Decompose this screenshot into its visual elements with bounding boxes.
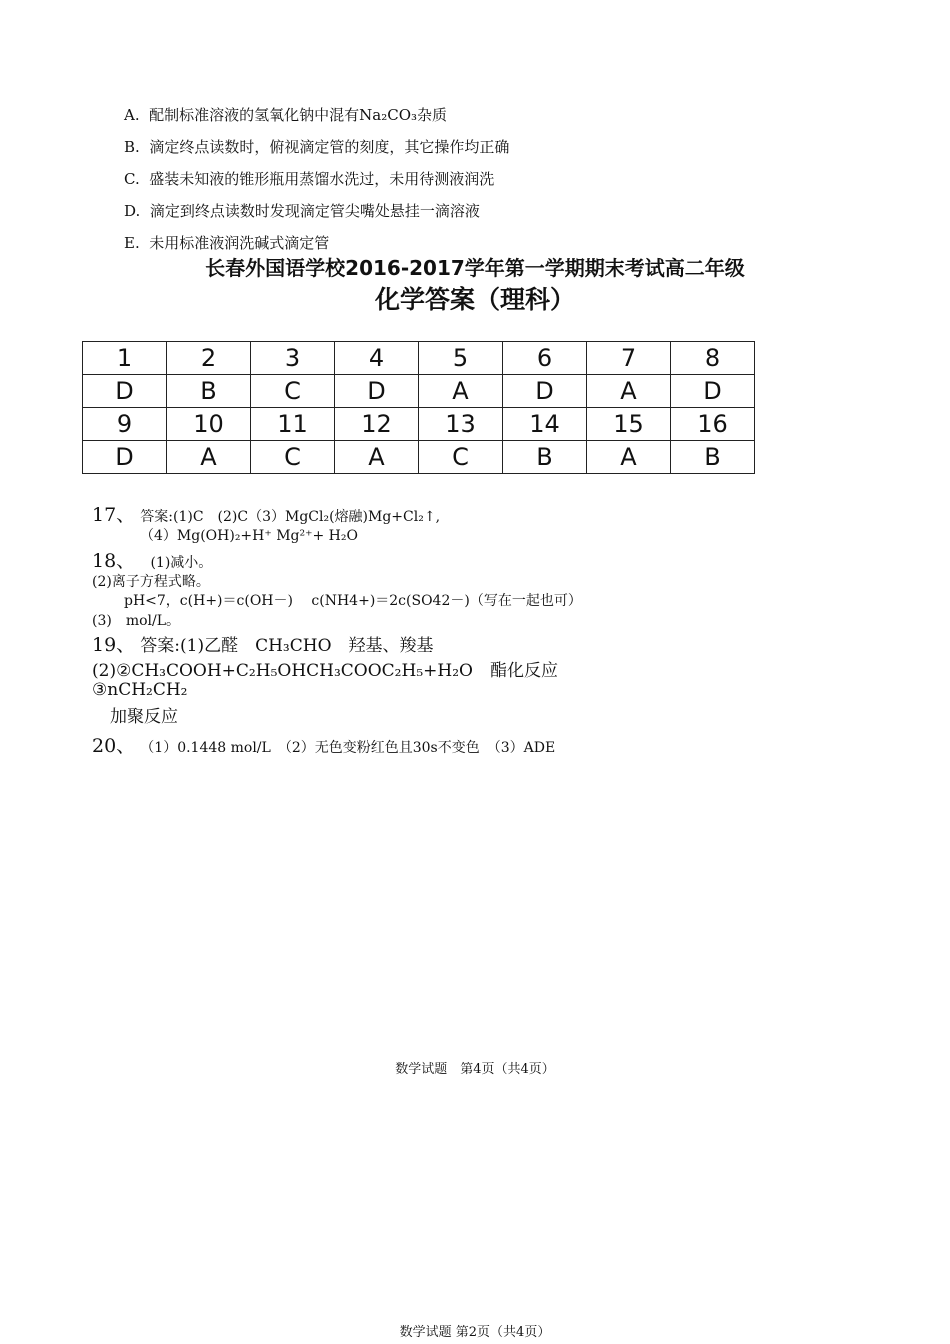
- q18-line1: 18、 (1)减小。: [92, 550, 213, 572]
- table-cell: 16: [671, 408, 755, 441]
- table-cell: 7: [587, 342, 671, 375]
- table-row: [83, 441, 755, 474]
- q17-line2: （4）Mg(OH)₂+H⁺ Mg²⁺+ H₂O: [140, 528, 358, 544]
- school-title: 长春外国语学校2016-2017学年第一学期期末考试高二年级: [205, 256, 745, 280]
- option-a: A. 配制标准溶液的氢氧化钠中混有Na₂CO₃杂质: [124, 106, 448, 124]
- table-row: [83, 342, 755, 375]
- table-cell: 4: [335, 342, 419, 375]
- q20-line: 20、 （1）0.1448 mol/L （2）无色变粉红色且30s不变色 （3）ADE: [92, 735, 556, 757]
- table-cell: D: [671, 375, 755, 408]
- table-cell: A: [167, 441, 251, 474]
- table-cell: 15: [587, 408, 671, 441]
- table-cell: 10: [167, 408, 251, 441]
- q18-line4: (3) mol/L。: [92, 613, 181, 629]
- question-number: 19、: [92, 634, 136, 656]
- option-d: D. 滴定到终点读数时发现滴定管尖嘴处悬挂一滴溶液: [124, 202, 480, 220]
- table-cell: 9: [83, 408, 167, 441]
- q17-line1: 17、 答案:(1)C (2)C（3）MgCl₂(熔融)Mg+Cl₂↑,: [92, 504, 441, 526]
- q19-line2: (2)②CH₃COOH+C₂H₅OHCH₃COOC₂H₅+H₂O 酯化反应: [92, 661, 558, 681]
- q19-line4: 加聚反应: [110, 707, 178, 727]
- q19-line1: 19、 答案:(1)乙醛 CH₃CHO 羟基、羧基: [92, 634, 434, 656]
- option-b: B. 滴定终点读数时，俯视滴定管的刻度，其它操作均正确: [124, 138, 510, 156]
- q18-line2: (2)离子方程式略。: [92, 574, 210, 590]
- q18-line3: pH<7，c(H+)＝c(OH－) c(NH4+)＝2c(SO42－)（写在一起也可）: [124, 593, 582, 609]
- table-cell: 3: [251, 342, 335, 375]
- table-cell: 13: [419, 408, 503, 441]
- answer-table: [82, 341, 755, 474]
- table-cell: A: [587, 375, 671, 408]
- table-cell: 11: [251, 408, 335, 441]
- q19-line3: ③nCH₂CH₂: [92, 680, 188, 700]
- table-cell: 2: [167, 342, 251, 375]
- table-cell: B: [167, 375, 251, 408]
- table-cell: A: [587, 441, 671, 474]
- question-number: 17、: [92, 504, 136, 526]
- table-cell: A: [335, 441, 419, 474]
- table-cell: B: [503, 441, 587, 474]
- table-cell: C: [419, 441, 503, 474]
- table-cell: B: [671, 441, 755, 474]
- table-cell: D: [503, 375, 587, 408]
- option-c: C. 盛装未知液的锥形瓶用蒸馏水洗过，未用待测液润洗: [124, 170, 495, 188]
- table-cell: 5: [419, 342, 503, 375]
- table-cell: C: [251, 441, 335, 474]
- table-cell: D: [335, 375, 419, 408]
- option-e: E. 未用标准液润洗碱式滴定管: [124, 234, 330, 252]
- page-footer-bottom: 数学试题 第2页（共4页）: [399, 1325, 551, 1340]
- table-cell: D: [83, 441, 167, 474]
- table-cell: A: [419, 375, 503, 408]
- table-row: [83, 408, 755, 441]
- page-footer-middle: 数学试题 第4页（共4页）: [395, 1062, 555, 1077]
- table-cell: 1: [83, 342, 167, 375]
- table-cell: C: [251, 375, 335, 408]
- table-cell: 8: [671, 342, 755, 375]
- table-row: [83, 375, 755, 408]
- table-cell: 14: [503, 408, 587, 441]
- subject-title: 化学答案（理科）: [374, 285, 575, 314]
- question-number: 18、: [92, 550, 136, 572]
- question-number: 20、: [92, 735, 136, 757]
- table-cell: D: [83, 375, 167, 408]
- table-cell: 12: [335, 408, 419, 441]
- table-cell: 6: [503, 342, 587, 375]
